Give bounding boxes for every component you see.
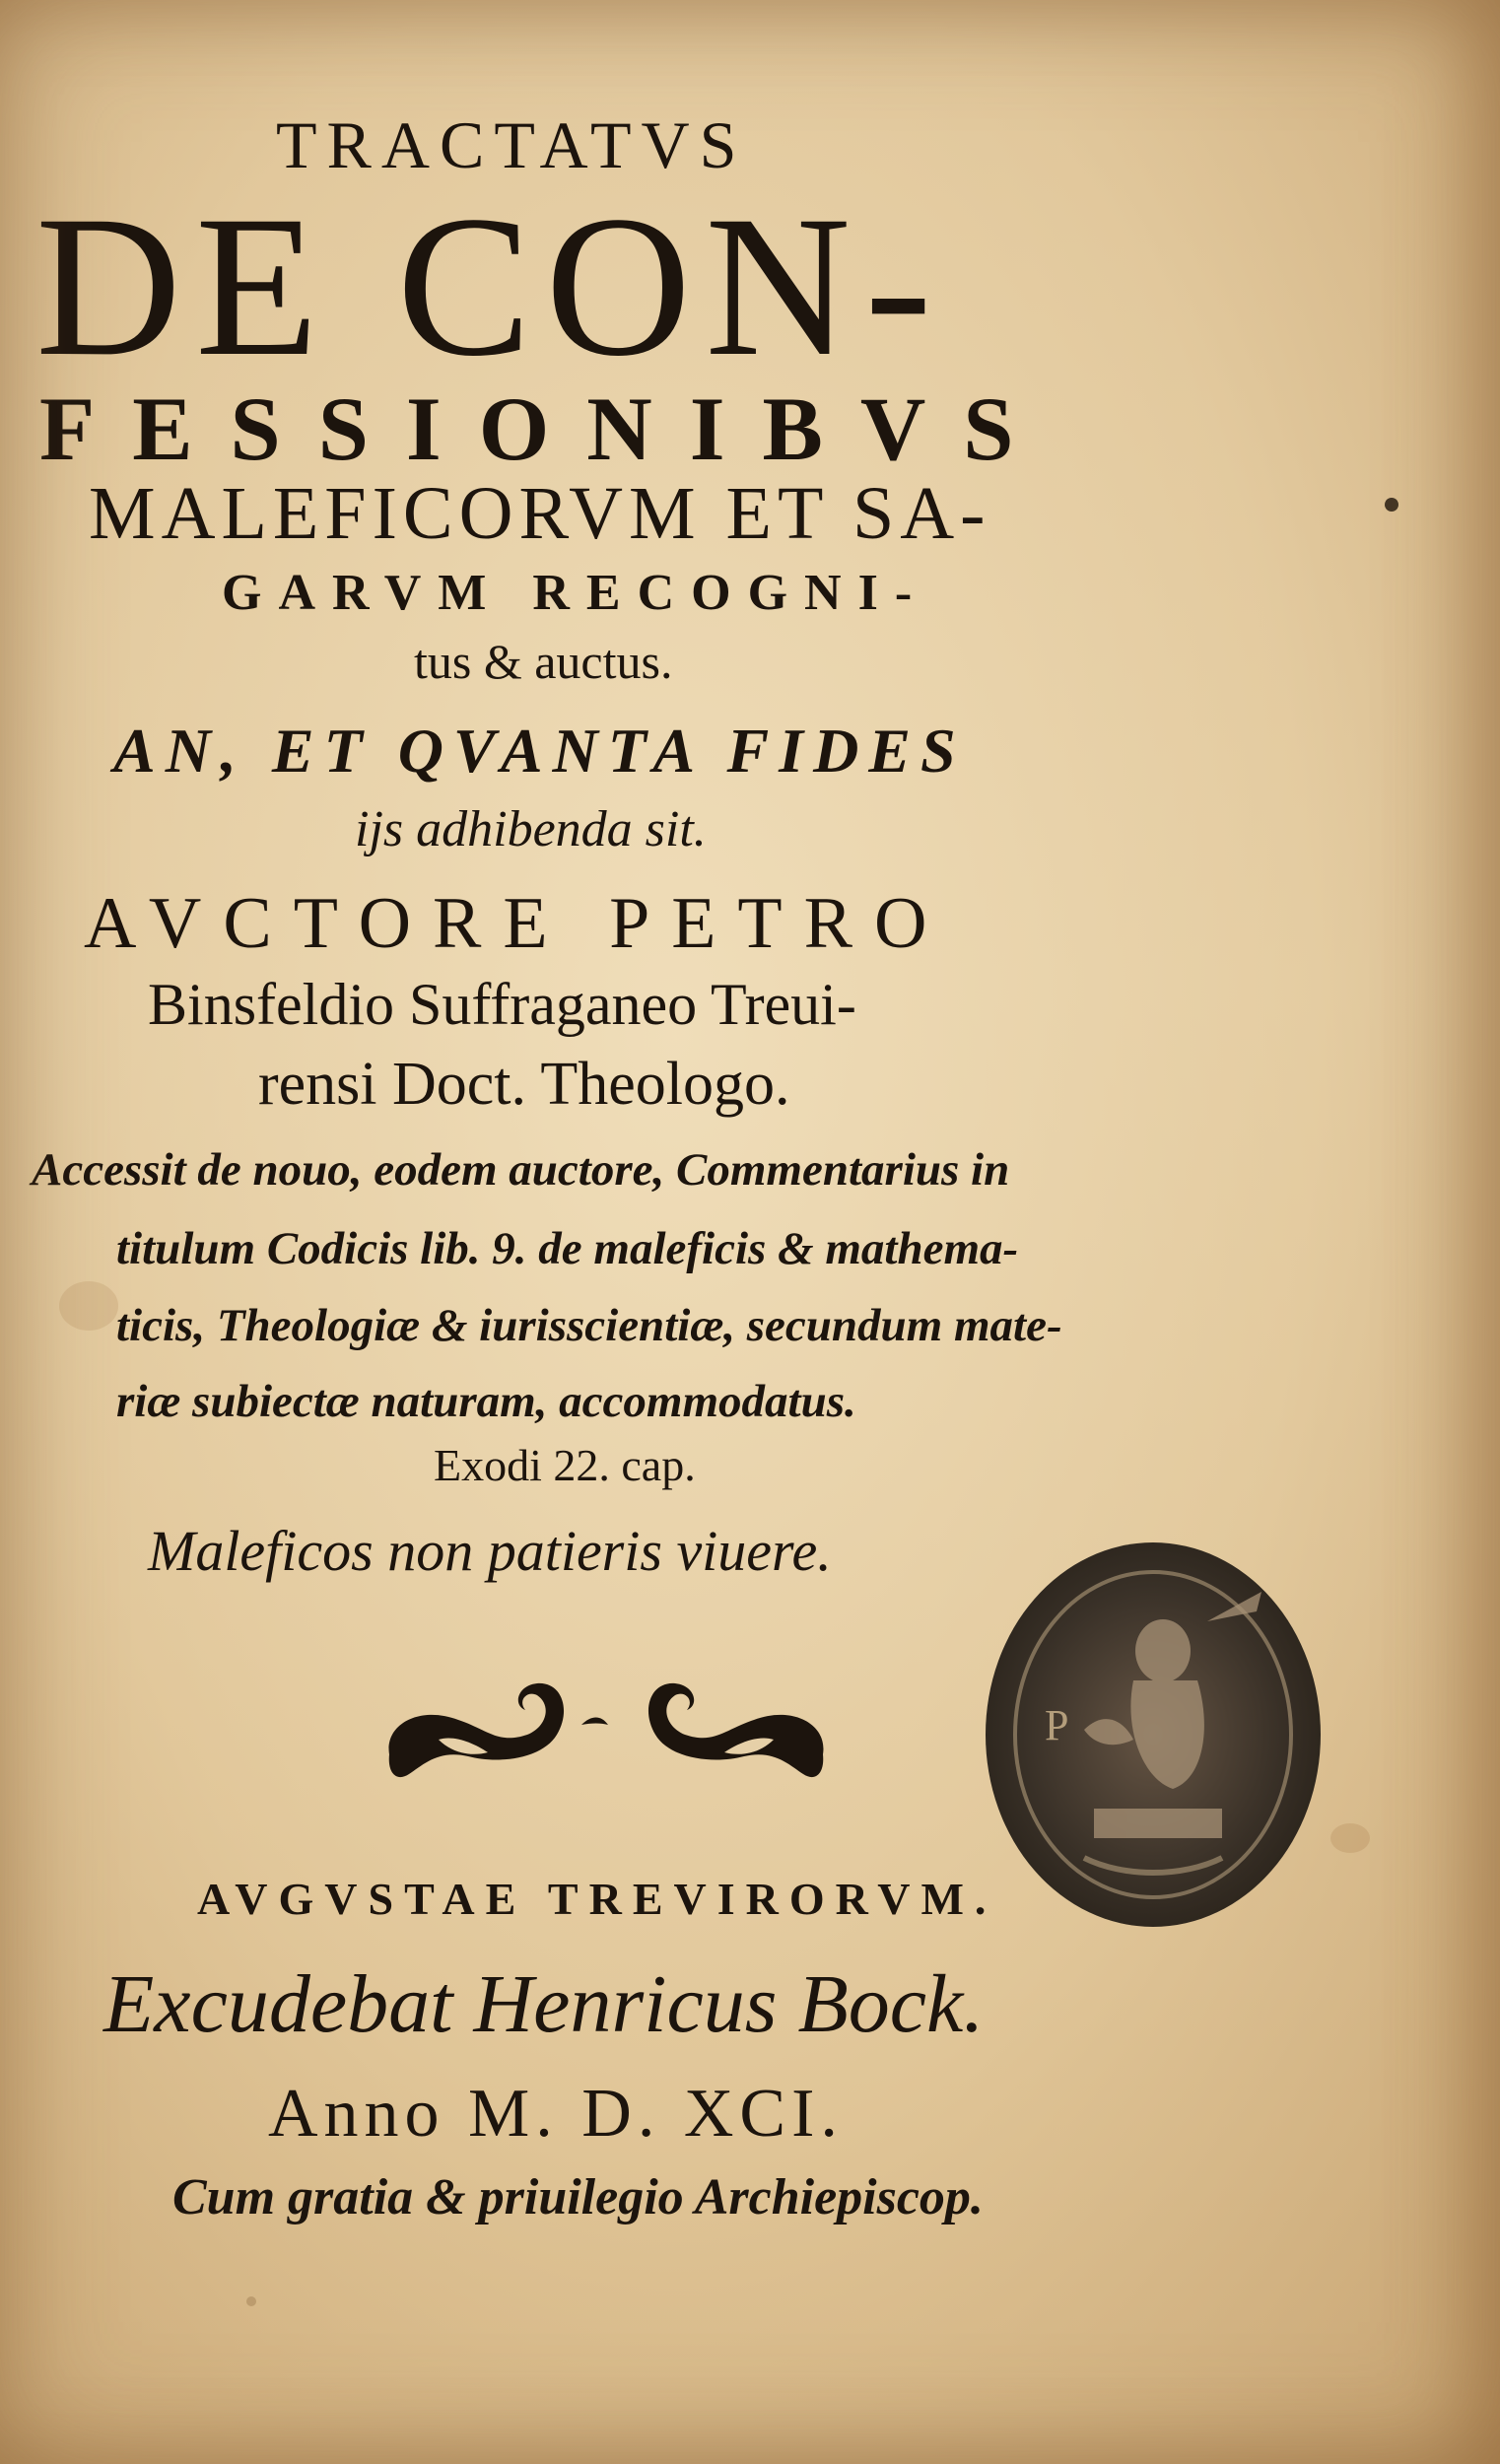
addendum-line: riæ subiectæ naturam, accommodatus. <box>116 1376 856 1427</box>
question-line-2: ijs adhibenda sit. <box>355 801 707 857</box>
author-line-2: Binsfeldio Suffraganeo Treui- <box>148 972 856 1037</box>
question-line-1: AN, ET QVANTA FIDES <box>113 716 966 786</box>
paper-spot <box>246 2296 256 2306</box>
title-line-2: DE CON- <box>35 174 946 398</box>
printers-ornament <box>379 1666 833 1794</box>
imprint-printer: Excudebat Henricus Bock. <box>103 1958 985 2050</box>
library-stamp <box>976 1533 1330 1937</box>
paper-spot <box>1385 498 1398 512</box>
author-line-3: rensi Doct. Theologo. <box>258 1051 790 1118</box>
imprint-year: Anno M. D. XCI. <box>268 2076 844 2152</box>
addendum-line: Accessit de nouo, eodem auctore, Commentarius in <box>32 1144 1010 1196</box>
title-line-4: MALEFICORVM ET SA- <box>89 472 991 555</box>
author-line-1: AVCTORE PETRO <box>84 883 949 964</box>
scripture-quote: Maleficos non patieris viuere. <box>148 1519 832 1583</box>
addendum-line: titulum Codicis lib. 9. de maleficis & mathema- <box>116 1223 1019 1274</box>
title-line-3: FESSIONIBVS <box>39 378 1052 479</box>
addendum-line: ticis, Theologiæ & iurisscientiæ, secundum mate- <box>116 1300 1062 1351</box>
paper-spot <box>1330 1823 1370 1853</box>
scripture-reference: Exodi 22. cap. <box>434 1440 696 1490</box>
paper-spot <box>59 1281 118 1331</box>
title-line-1: TRACTATVS <box>276 107 747 182</box>
imprint-place: AVGVSTAE TREVIRORVM. <box>197 1874 997 1924</box>
title-line-6: tus & auctus. <box>414 634 673 689</box>
stamp-letter: P <box>1045 1701 1069 1749</box>
title-line-5: GARVM RECOGNI- <box>222 565 929 621</box>
imprint-privilege: Cum gratia & priuilegio Archiepiscop. <box>172 2169 984 2225</box>
